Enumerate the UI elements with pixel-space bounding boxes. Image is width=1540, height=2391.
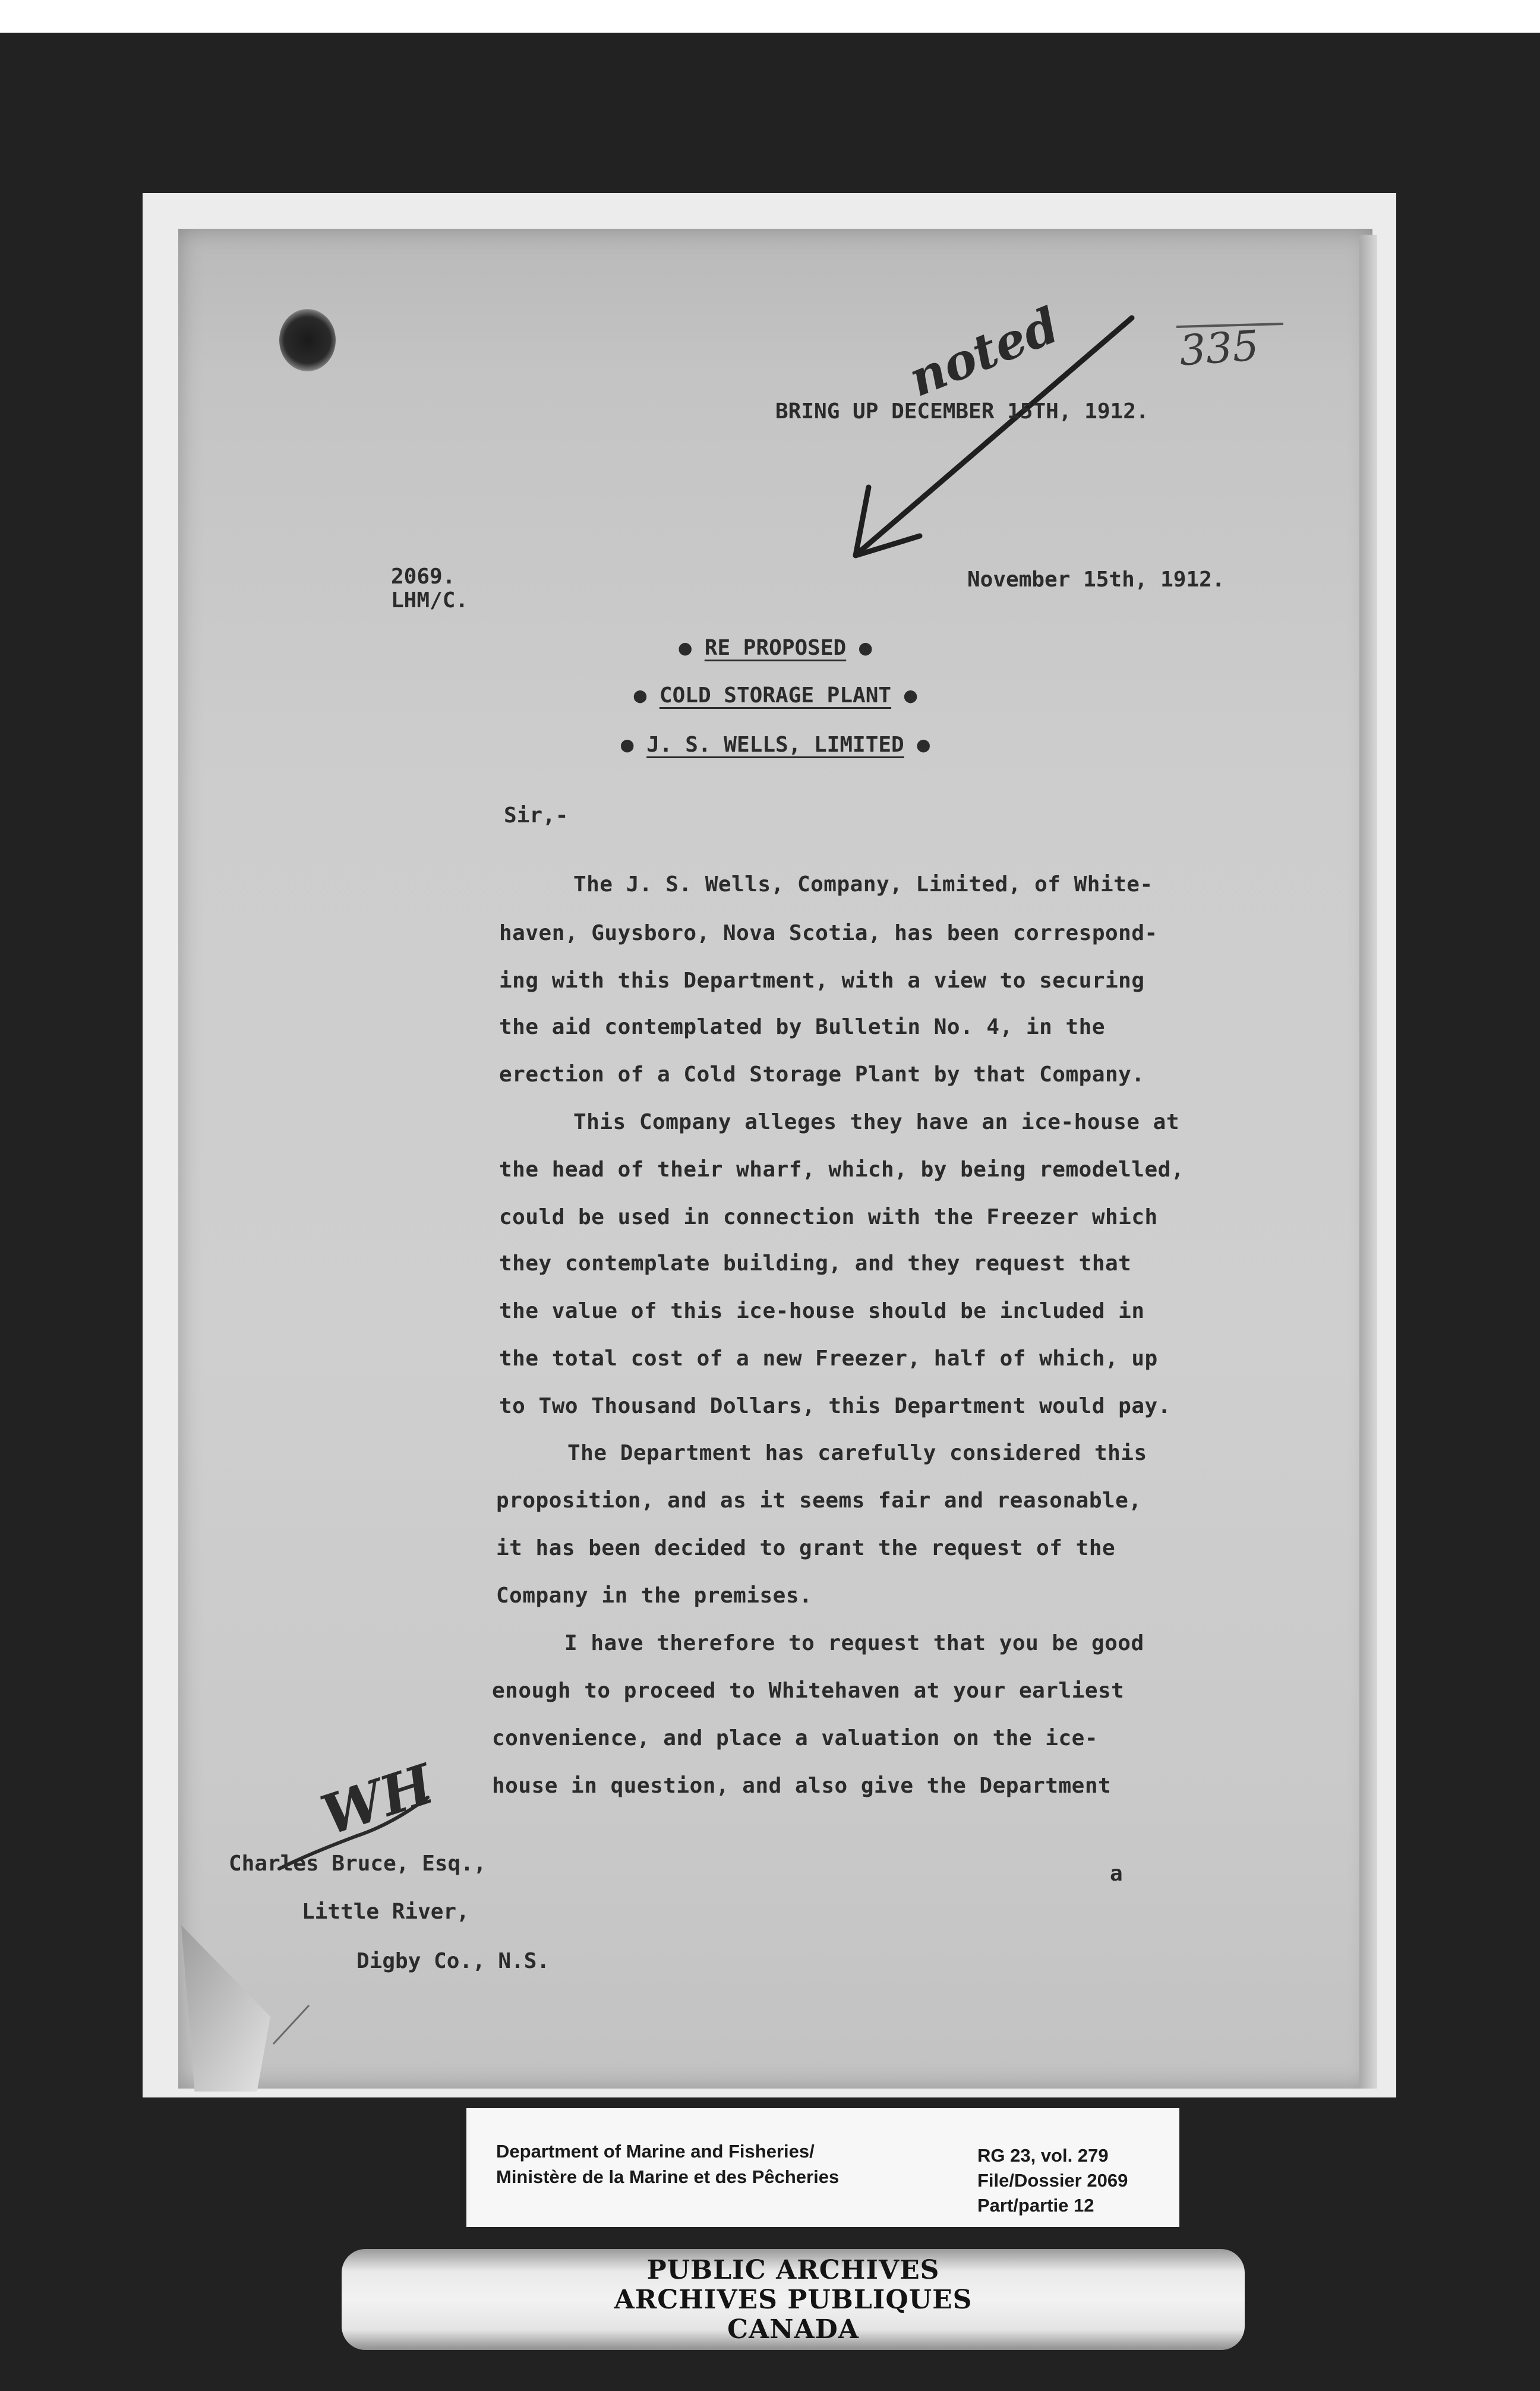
archive-dept-fr: Ministère de la Marine et des Pêcheries xyxy=(496,2166,840,2187)
bullet-icon: ● xyxy=(620,733,647,757)
body-line: Company in the premises. xyxy=(496,1584,813,1608)
bullet-icon: ● xyxy=(633,683,659,708)
body-line: could be used in connection with the Freezer which xyxy=(499,1205,1158,1229)
body-line: This Company alleges they have an ice-house at xyxy=(573,1110,1179,1134)
body-line: the aid contemplated by Bulletin No. 4, in the xyxy=(499,1015,1105,1039)
handwritten-noted: noted xyxy=(901,296,1067,408)
salutation: Sir,- xyxy=(504,803,569,828)
addressee-line-2: Little River, xyxy=(302,1900,469,1924)
subject-line-3 xyxy=(178,733,1372,757)
body-line: enough to proceed to Whitehaven at your earliest xyxy=(492,1679,1125,1703)
bring-up-note: BRING UP DECEMBER 15TH, 1912. xyxy=(775,399,1149,424)
body-line: the value of this ice-house should be included in xyxy=(499,1299,1145,1323)
subject-text-2: COLD STORAGE PLANT xyxy=(659,683,892,708)
body-line: it has been decided to grant the request of the xyxy=(496,1536,1116,1560)
subject-text-1: RE PROPOSED xyxy=(704,636,847,660)
body-line: erection of a Cold Storage Plant by that Company. xyxy=(499,1062,1145,1087)
body-line: haven, Guysboro, Nova Scotia, has been correspond- xyxy=(499,921,1158,945)
addressee-name: Charles Bruce, Esq., xyxy=(229,1851,487,1876)
archive-part: Part/partie 12 xyxy=(977,2195,1094,2216)
archive-file: File/Dossier 2069 xyxy=(977,2170,1128,2191)
archive-rg: RG 23, vol. 279 xyxy=(977,2145,1109,2166)
file-reference: LHM/C. xyxy=(391,588,469,613)
bullet-icon: ● xyxy=(846,636,872,660)
addressee-line-3: Digby Co., N.S. xyxy=(356,1949,550,1973)
bullet-icon: ● xyxy=(891,683,917,708)
bullet-icon: ● xyxy=(679,636,705,660)
stamp-line-1: PUBLIC ARCHIVES xyxy=(646,2255,940,2285)
subject-line-2 xyxy=(178,683,1372,708)
handwritten-page-number: 335 xyxy=(1178,321,1261,376)
continuation-mark: a xyxy=(1110,1862,1123,1886)
body-line: The J. S. Wells, Company, Limited, of White- xyxy=(573,872,1153,897)
body-line: the head of their wharf, which, by being remodelled, xyxy=(499,1157,1185,1182)
body-line: to Two Thousand Dollars, this Department would pay. xyxy=(499,1394,1171,1418)
body-line: they contemplate building, and they request that xyxy=(499,1251,1132,1276)
subject-text-3: J. S. WELLS, LIMITED xyxy=(646,733,904,757)
handwritten-initials: WH xyxy=(313,1752,441,1848)
archive-stamp xyxy=(342,2249,1245,2350)
body-line: The Department has carefully considered this xyxy=(567,1441,1147,1465)
bullet-icon: ● xyxy=(904,733,930,757)
body-line: house in question, and also give the Department xyxy=(492,1774,1112,1798)
stamp-line-2: ARCHIVES PUBLIQUES xyxy=(614,2285,973,2315)
file-number: 2069. xyxy=(391,564,456,589)
archive-label xyxy=(466,2108,1179,2227)
body-line: convenience, and place a valuation on the ice- xyxy=(492,1726,1098,1750)
body-line: I have therefore to request that you be good xyxy=(564,1631,1144,1655)
stamp-line-3: CANADA xyxy=(727,2314,859,2345)
body-line: ing with this Department, with a view to securing xyxy=(499,969,1145,993)
body-line: proposition, and as it seems fair and reasonable, xyxy=(496,1488,1142,1513)
body-line: the total cost of a new Freezer, half of which, up xyxy=(499,1346,1158,1371)
archive-dept-en: Department of Marine and Fisheries/ xyxy=(496,2141,815,2162)
subject-line-1 xyxy=(178,636,1372,660)
letter-date: November 15th, 1912. xyxy=(967,567,1225,592)
